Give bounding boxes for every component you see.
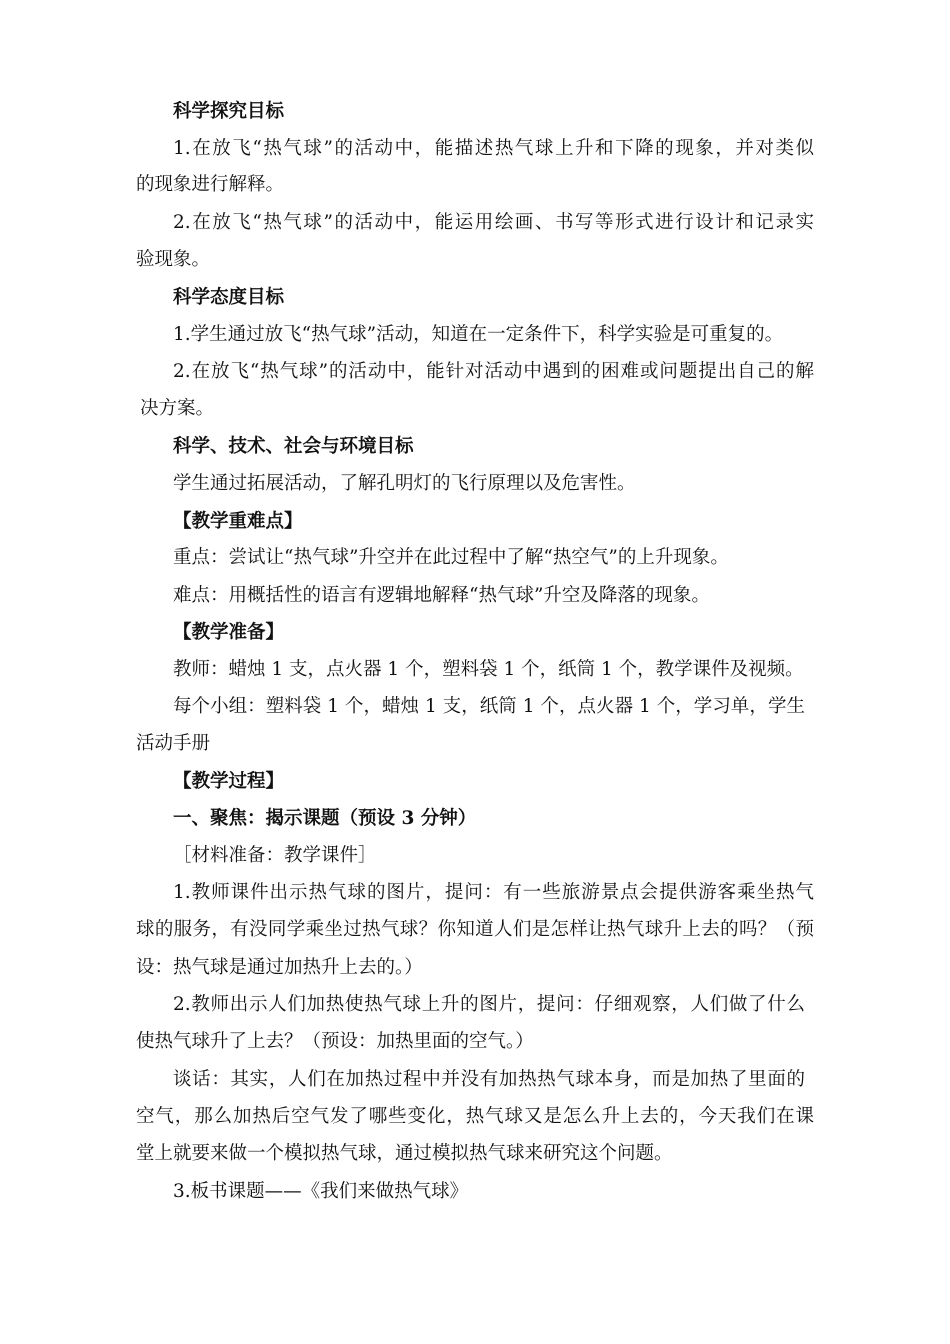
paragraph-line: ［材料准备：教学课件］ (173, 845, 377, 866)
paragraph-line: 设：热气球是通过加热升上去的。） (136, 957, 423, 978)
paragraph-line: 使热气球升了上去？（预设：加热里面的空气。） (136, 1031, 534, 1052)
paragraph-line: 1.教师课件出示热气球的图片，提问：有一些旅游景点会提供游客乘坐热气 (173, 882, 814, 903)
paragraph-line: 2.在放飞“热气球”的活动中，能运用绘画、书写等形式进行设计和记录实 (173, 212, 814, 233)
paragraph-line: 的现象进行解释。 (136, 174, 285, 195)
paragraph-line: 决方案。 (140, 398, 215, 419)
heading-step-one: 一、聚焦：揭示课题（预设 3 分钟） (173, 808, 477, 829)
paragraph-line: 难点：用概括性的语言有逻辑地解释“热气球”升空及降落的现象。 (173, 585, 710, 606)
paragraph-line: 重点：尝试让“热气球”升空并在此过程中了解“热空气”的上升现象。 (173, 547, 729, 568)
heading-attitude-goals: 科学态度目标 (173, 287, 285, 308)
paragraph-line: 球的服务，有没同学乘坐过热气球？你知道人们是怎样让热气球升上去的吗？（预 (136, 919, 814, 940)
heading-inquiry-goals: 科学探究目标 (173, 101, 285, 122)
paragraph-line: 2.教师出示人们加热使热气球上升的图片，提问：仔细观察，人们做了什么 (173, 994, 805, 1015)
paragraph-line: 空气，那么加热后空气发了哪些变化，热气球又是怎么升上去的，今天我们在课 (136, 1106, 814, 1127)
heading-teaching-process: 【教学过程】 (173, 771, 285, 792)
heading-stse-goals: 科学、技术、社会与环境目标 (173, 436, 414, 457)
paragraph-line: 每个小组：塑料袋 1 个，蜡烛 1 支，纸筒 1 个，点火器 1 个，学习单，学生 (173, 696, 805, 717)
paragraph-line: 堂上就要来做一个模拟热气球，通过模拟热气球来研究这个问题。 (136, 1143, 673, 1164)
heading-preparation: 【教学准备】 (173, 622, 285, 643)
paragraph-line: 教师：蜡烛 1 支，点火器 1 个，塑料袋 1 个，纸筒 1 个，教学课件及视频。 (173, 659, 804, 680)
heading-key-points: 【教学重难点】 (173, 511, 303, 532)
paragraph-line: 验现象。 (136, 249, 211, 270)
paragraph-line: 2.在放飞“热气球”的活动中，能针对活动中遇到的困难或问题提出自己的解 (173, 361, 814, 382)
paragraph-line: 1.在放飞“热气球”的活动中，能描述热气球上升和下降的现象，并对类似 (173, 138, 814, 159)
paragraph-line: 1.学生通过放飞“热气球”活动，知道在一定条件下，科学实验是可重复的。 (173, 324, 784, 345)
paragraph-line: 谈话：其实，人们在加热过程中并没有加热热气球本身，而是加热了里面的 (173, 1069, 805, 1090)
paragraph-line: 3.板书课题——《我们来做热气球》 (173, 1181, 469, 1202)
paragraph-line: 学生通过拓展活动，了解孔明灯的飞行原理以及危害性。 (173, 473, 636, 494)
paragraph-line: 活动手册 (136, 733, 211, 754)
